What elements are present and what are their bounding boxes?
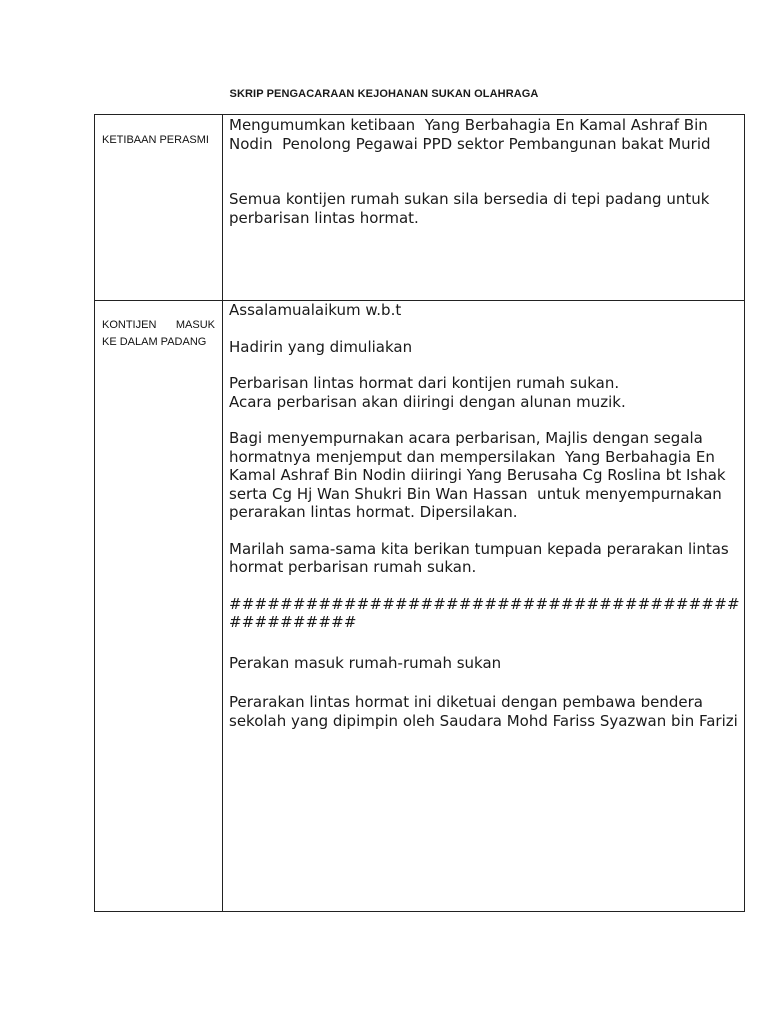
paragraph-flag-bearer: Perarakan lintas hormat ini diketuai dengan pembawa bendera sekolah yang dipimpin oleh Saudara Mohd Fariss Syazwan bin Farizi — [229, 693, 738, 730]
row-content — [229, 116, 741, 227]
paragraph-contingent-ready: Semua kontijen rumah sukan sila bersedia di tepi padang untuk perbarisan lintas hormat. — [229, 190, 715, 227]
column-divider — [222, 115, 223, 300]
paragraph-announcement: Mengumumkan ketibaan Yang Berbahagia En Kamal Ashraf Bin Nodin Penolong Pegawai PPD sektor Pembangunan bakat Murid — [229, 116, 713, 153]
hash-separator: ################################################## — [229, 594, 740, 631]
paragraph-parade-intro: Perbarisan lintas hormat dari kontijen rumah sukan. Acara perbarisan akan diiringi dengan alunan muzik. — [229, 374, 626, 411]
paragraph-invitation: Bagi menyempurnakan acara perbarisan, Majlis dengan segala hormatnya menjemput dan mempersilakan Yang Berbahagia En Kamal Ashraf Bin Nodin diiringi Yang Berusaha Cg Roslina bt Ishak serta Cg Hj Wan Shukri Bin Wan Hassan untuk menyempurnakan perarakan lintas hormat. Dipersilakan. — [229, 429, 740, 521]
row-label: KETIBAAN PERASMI — [102, 134, 209, 146]
paragraph-audience: Hadirin yang dimuliakan — [229, 337, 413, 356]
document-title: SKRIP PENGACARAAN KEJOHANAN SUKAN OLAHRAGA — [229, 88, 539, 100]
paragraph-greeting: Assalamualaikum w.b.t — [229, 301, 402, 319]
row-label: KONTIJEN MASUK KE DALAM PADANG — [102, 319, 215, 348]
script-table — [94, 114, 745, 912]
row-content — [229, 301, 741, 730]
table-row-kontijen-masuk — [95, 301, 744, 911]
paragraph-attention: Marilah sama-sama kita berikan tumpuan kepada perarakan lintas hormat perbarisan rumah sukan. — [229, 539, 734, 576]
paragraph-houses-enter: Perakan masuk rumah-rumah sukan — [229, 653, 502, 672]
column-divider — [222, 301, 223, 911]
table-row-ketibaan-perasmi — [95, 115, 744, 301]
